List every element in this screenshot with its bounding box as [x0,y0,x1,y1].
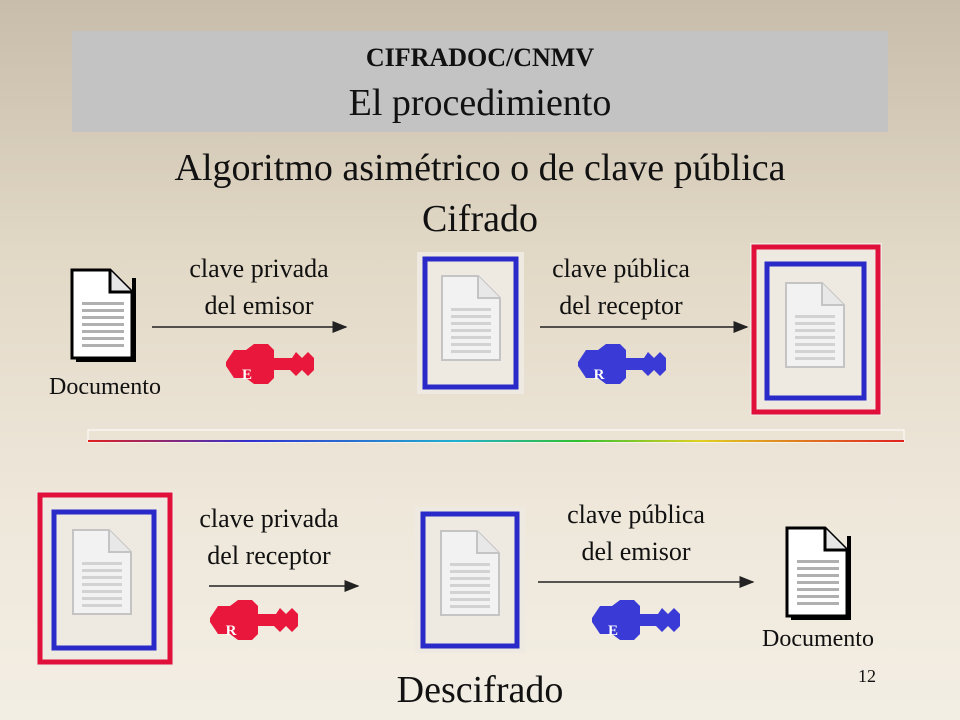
key-icon [210,600,298,640]
svg-text:R: R [593,367,605,383]
key-icon [226,344,314,384]
svg-text:R: R [225,623,237,639]
decrypt-key-label-1 [149,500,389,574]
document-caption: Documento [762,626,874,652]
label-line: del receptor [559,291,683,320]
label-line: clave pública [567,500,705,529]
slide-title: Algoritmo asimétrico o de clave pública [174,147,786,189]
document-icon [73,530,131,614]
label-line: clave privada [189,254,329,283]
document-caption: Documento [49,374,161,400]
document-icon [441,531,499,615]
document-icon [786,283,844,367]
label-line: del emisor [204,291,314,320]
page-number: 12 [858,666,876,686]
encrypt-key-label-2 [501,250,741,324]
key-icon [592,600,680,640]
organization-title: CIFRADOC/CNMV [365,43,595,72]
label-line: del receptor [207,541,331,570]
svg-text:E: E [607,623,619,639]
decrypt-key-label-2 [516,496,756,570]
encrypted-document [415,507,525,653]
section-subtitle: El procedimiento [348,82,612,124]
plain-document-icon [72,270,136,362]
decryption-heading: Descifrado [396,669,564,711]
document-icon [442,276,500,360]
key-icon [578,344,666,384]
label-line: clave pública [552,254,690,283]
label-line: del emisor [581,537,691,566]
svg-text:E: E [241,367,253,383]
encryption-heading: Cifrado [421,198,539,240]
encrypt-key-label-1 [139,250,379,324]
label-line: clave privada [199,504,339,533]
plain-document-icon [787,528,851,620]
double-encrypted-document [750,243,882,416]
